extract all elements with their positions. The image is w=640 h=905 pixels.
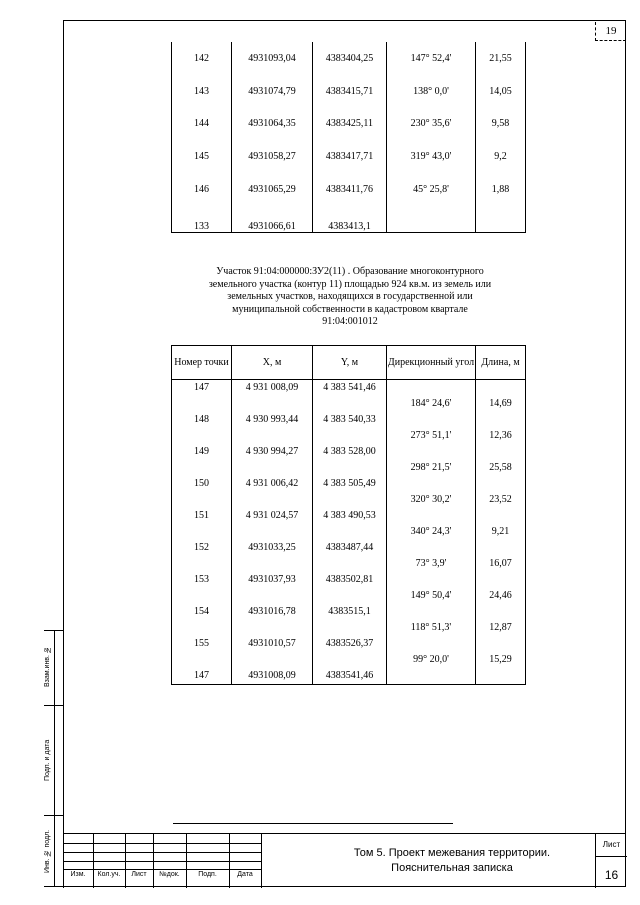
point-cell-x: 4 931 024,57 (232, 508, 313, 524)
stamp-grid-line (153, 834, 154, 888)
header-x: X, м (232, 346, 313, 380)
stamp-col-sheet: Лист (131, 871, 147, 878)
table-cell-y: 4383425,11 (313, 108, 387, 141)
table-cell-angle: 230° 35,6' (387, 108, 476, 141)
table-cell-y: 4383413,1 (313, 206, 387, 233)
table-cell-x: 4931064,35 (232, 108, 313, 141)
table-row (172, 206, 526, 233)
empty-cell (232, 492, 313, 508)
stamp-col-date: Дата (237, 871, 253, 878)
document-title (302, 846, 602, 876)
empty-cell (172, 428, 232, 444)
sidebar-rule (44, 705, 64, 706)
sidebar-label-inv-original: Инв. № подл. (44, 829, 51, 873)
table-row (172, 412, 526, 428)
empty-cell (172, 492, 232, 508)
table-cell-num: 143 (172, 75, 232, 108)
point-cell-num: 150 (172, 476, 232, 492)
segment-cell-len: 15,29 (476, 652, 526, 668)
empty-cell (387, 668, 476, 685)
empty-cell (476, 572, 526, 588)
coords-table-continued (171, 42, 526, 233)
caption-line: земельных участков, находящихся в государственной или (227, 291, 473, 302)
empty-cell (476, 380, 526, 397)
header-y: Y, м (313, 346, 387, 380)
empty-cell (387, 412, 476, 428)
point-cell-num: 154 (172, 604, 232, 620)
segment-row (172, 460, 526, 476)
empty-cell (476, 412, 526, 428)
caption-line: 91:04:001012 (322, 316, 378, 327)
point-cell-num: 153 (172, 572, 232, 588)
sheet-label: Лист (602, 840, 621, 849)
table-row (172, 108, 526, 141)
empty-cell (232, 620, 313, 636)
segment-cell-angle: 320° 30,2' (387, 492, 476, 508)
table-cell-angle: 45° 25,8' (387, 173, 476, 206)
segment-cell-len: 16,07 (476, 556, 526, 572)
segment-cell-angle: 73° 3,9' (387, 556, 476, 572)
table-cell-y: 4383404,25 (313, 42, 387, 75)
segment-cell-len: 12,36 (476, 428, 526, 444)
table-cell-angle: 138° 0,0' (387, 75, 476, 108)
stamp-top-rule (173, 823, 453, 824)
empty-cell (476, 508, 526, 524)
point-cell-x: 4931033,25 (232, 540, 313, 556)
empty-cell (313, 460, 387, 476)
empty-cell (476, 604, 526, 620)
table-cell-angle: 319° 43,0' (387, 140, 476, 173)
empty-cell (232, 652, 313, 668)
empty-cell (313, 620, 387, 636)
table-cell-y: 4383415,71 (313, 75, 387, 108)
point-cell-x: 4931037,93 (232, 572, 313, 588)
segment-cell-len: 23,52 (476, 492, 526, 508)
table-cell-len: 14,05 (476, 75, 526, 108)
stamp-col-count: Кол.уч. (97, 871, 121, 878)
point-cell-x: 4931008,09 (232, 668, 313, 685)
table-cell-angle: 147° 52,4' (387, 42, 476, 75)
segment-row (172, 492, 526, 508)
table-row (172, 380, 526, 397)
table-cell-num: 145 (172, 140, 232, 173)
table-cell-x: 4931093,04 (232, 42, 313, 75)
stamp-col-change: Изм. (70, 871, 86, 878)
stamp-grid-line (93, 834, 94, 888)
header-angle: Дирекционный угол (387, 346, 476, 380)
table-row (172, 636, 526, 652)
segment-row (172, 652, 526, 668)
point-cell-num: 152 (172, 540, 232, 556)
empty-cell (232, 396, 313, 412)
point-cell-num: 147 (172, 668, 232, 685)
segment-cell-angle: 184° 24,6' (387, 396, 476, 412)
empty-cell (387, 572, 476, 588)
stamp-title-area (261, 834, 640, 888)
empty-cell (313, 524, 387, 540)
point-cell-x: 4 931 006,42 (232, 476, 313, 492)
segment-row (172, 556, 526, 572)
empty-cell (232, 588, 313, 604)
table-cell-len: 9,2 (476, 140, 526, 173)
stamp-grid-line (186, 834, 187, 888)
document-title-line1: Том 5. Проект межевания территории. (353, 847, 551, 859)
table-cell-x: 4931066,61 (232, 206, 313, 233)
table-row (172, 540, 526, 556)
stamp-grid-line (229, 834, 230, 888)
sheet-number: 16 (604, 868, 619, 882)
segment-row (172, 588, 526, 604)
document-title-line2: Пояснительная записка (391, 862, 513, 874)
table-cell-angle (387, 206, 476, 233)
point-cell-num: 151 (172, 508, 232, 524)
table-row (172, 668, 526, 685)
table-cell-num: 146 (172, 173, 232, 206)
point-cell-y: 4 383 490,53 (313, 508, 387, 524)
table-cell-num: 142 (172, 42, 232, 75)
point-cell-y: 4383526,37 (313, 636, 387, 652)
segment-cell-angle: 273° 51,1' (387, 428, 476, 444)
table-row (172, 444, 526, 460)
empty-cell (232, 460, 313, 476)
empty-cell (232, 524, 313, 540)
title-block (63, 833, 626, 888)
point-cell-x: 4 930 994,27 (232, 444, 313, 460)
segment-cell-angle: 118° 51,3' (387, 620, 476, 636)
segment-cell-len: 24,46 (476, 588, 526, 604)
point-cell-y: 4383515,1 (313, 604, 387, 620)
empty-cell (387, 540, 476, 556)
empty-cell (172, 396, 232, 412)
empty-cell (476, 476, 526, 492)
sidebar-rule (44, 886, 64, 887)
table-cell-len: 9,58 (476, 108, 526, 141)
empty-cell (172, 460, 232, 476)
point-cell-x: 4 930 993,44 (232, 412, 313, 428)
empty-cell (476, 444, 526, 460)
empty-cell (476, 540, 526, 556)
sidebar-rule (44, 815, 64, 816)
page-top-number: 19 (595, 22, 626, 41)
header-length: Длина, м (476, 346, 526, 380)
segment-cell-len: 25,58 (476, 460, 526, 476)
table-cell-x: 4931074,79 (232, 75, 313, 108)
empty-cell (313, 428, 387, 444)
stamp-grid (63, 834, 261, 888)
point-cell-y: 4383487,44 (313, 540, 387, 556)
segment-cell-len: 12,87 (476, 620, 526, 636)
point-cell-y: 4 383 540,33 (313, 412, 387, 428)
sidebar-label-sign-date: Подп. и дата (44, 739, 51, 781)
stamp-grid-line (63, 834, 64, 888)
empty-cell (232, 556, 313, 572)
segment-cell-angle: 340° 24,3' (387, 524, 476, 540)
empty-cell (313, 492, 387, 508)
point-cell-y: 4 383 505,49 (313, 476, 387, 492)
point-cell-x: 4931016,78 (232, 604, 313, 620)
table-cell-len: 1,88 (476, 173, 526, 206)
coords-table-zu2-11 (171, 345, 526, 685)
point-cell-num: 149 (172, 444, 232, 460)
segment-cell-angle: 99° 20,0' (387, 652, 476, 668)
point-cell-y: 4 383 541,46 (313, 380, 387, 397)
point-cell-y: 4 383 528,00 (313, 444, 387, 460)
sidebar-label-replace-inv: Взам.инв. № (44, 646, 51, 688)
table-cell-y: 4383411,76 (313, 173, 387, 206)
segment-cell-angle: 298° 21,5' (387, 460, 476, 476)
empty-cell (476, 636, 526, 652)
table-row (172, 75, 526, 108)
empty-cell (172, 588, 232, 604)
empty-cell (172, 556, 232, 572)
point-cell-x: 4 931 008,09 (232, 380, 313, 397)
table-cell-x: 4931058,27 (232, 140, 313, 173)
segment-cell-len: 9,21 (476, 524, 526, 540)
segment-cell-len: 14,69 (476, 396, 526, 412)
empty-cell (476, 668, 526, 685)
empty-cell (313, 556, 387, 572)
caption-line: земельного участка (контур 11) площадью 924 кв.м. из земель или (208, 278, 492, 290)
point-cell-num: 148 (172, 412, 232, 428)
table-cell-len (476, 206, 526, 233)
table-row (172, 508, 526, 524)
segment-row (172, 428, 526, 444)
plot-caption (175, 266, 525, 329)
sheet-box (595, 834, 627, 888)
caption-line: муниципальной собственности в кадастровом квартале (232, 303, 468, 315)
stamp-grid-line (125, 834, 126, 888)
table-cell-y: 4383417,71 (313, 140, 387, 173)
stamp-col-doc: №док. (159, 871, 180, 878)
sidebar-rule (44, 630, 64, 631)
empty-cell (313, 588, 387, 604)
empty-cell (172, 620, 232, 636)
caption-line: Участок 91:04:000000:ЗУ2(11) . Образование многоконтурного (216, 266, 484, 277)
empty-cell (313, 652, 387, 668)
empty-cell (387, 508, 476, 524)
empty-cell (313, 396, 387, 412)
table-cell-num: 144 (172, 108, 232, 141)
empty-cell (172, 524, 232, 540)
table-row (172, 476, 526, 492)
empty-cell (387, 604, 476, 620)
table-cell-len: 21,55 (476, 42, 526, 75)
table-row (172, 140, 526, 173)
segment-cell-angle: 149° 50,4' (387, 588, 476, 604)
table-cell-num: 133 (172, 206, 232, 233)
segment-row (172, 620, 526, 636)
segment-row (172, 396, 526, 412)
empty-cell (232, 428, 313, 444)
segment-row (172, 524, 526, 540)
point-cell-num: 155 (172, 636, 232, 652)
table-row (172, 604, 526, 620)
table-row (172, 572, 526, 588)
point-cell-num: 147 (172, 380, 232, 397)
header-point-number: Номер точки (172, 346, 232, 380)
empty-cell (387, 444, 476, 460)
point-cell-y: 4383502,81 (313, 572, 387, 588)
point-cell-x: 4931010,57 (232, 636, 313, 652)
sheet-divider (596, 856, 627, 857)
empty-cell (172, 652, 232, 668)
empty-cell (387, 636, 476, 652)
table-row (172, 42, 526, 75)
table-cell-x: 4931065,29 (232, 173, 313, 206)
stamp-col-sign: Подп. (198, 871, 217, 878)
table-row (172, 173, 526, 206)
empty-cell (387, 476, 476, 492)
point-cell-y: 4383541,46 (313, 668, 387, 685)
empty-cell (387, 380, 476, 397)
